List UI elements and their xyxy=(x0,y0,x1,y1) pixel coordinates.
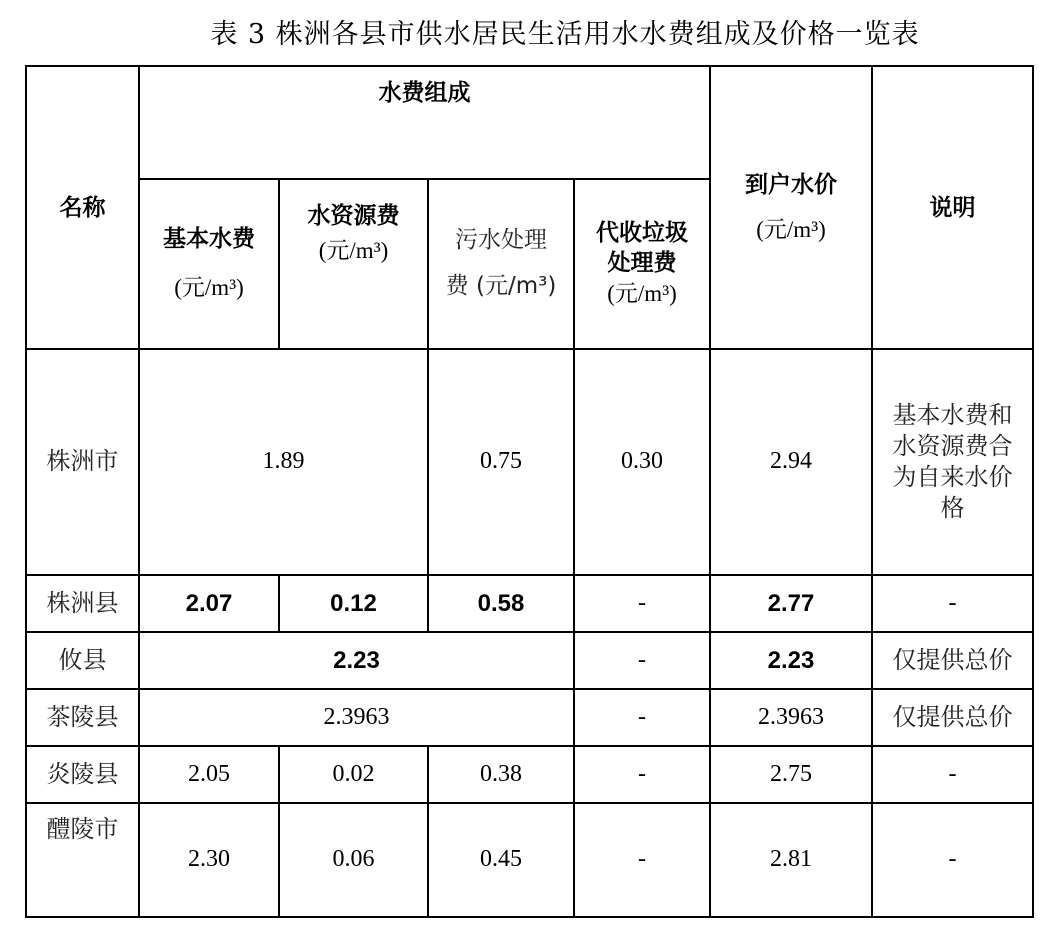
table-row xyxy=(26,575,1033,632)
cell-basic: 2.07 xyxy=(139,575,279,632)
cell-merged: 2.23 xyxy=(139,632,574,689)
header-garbage-fee: 代收垃圾 处理费 (元/m³) xyxy=(574,179,710,349)
row-name: 茶陵县 xyxy=(26,689,139,746)
cell-note: 仅提供总价 xyxy=(872,689,1033,746)
cell-note: - xyxy=(872,575,1033,632)
cell-garbage: - xyxy=(574,632,710,689)
cell-note: - xyxy=(872,803,1033,917)
cell-basic: 2.05 xyxy=(139,746,279,803)
water-fee-table xyxy=(25,65,1034,918)
cell-price: 2.23 xyxy=(710,632,872,689)
header-resource-fee: 水资源费 (元/m³) xyxy=(279,179,428,349)
cell-sewage: 0.45 xyxy=(428,803,574,917)
header-price: 到户水价 (元/m³) xyxy=(710,66,872,349)
cell-price: 2.77 xyxy=(710,575,872,632)
header-note: 说明 xyxy=(872,66,1033,349)
cell-merged: 2.3963 xyxy=(139,689,574,746)
table-row xyxy=(26,803,1033,917)
cell-note: 仅提供总价 xyxy=(872,632,1033,689)
cell-basic: 2.30 xyxy=(139,803,279,917)
row-name: 醴陵市 xyxy=(26,803,139,917)
cell-note: 基本水费和 水资源费合 为自来水价 格 xyxy=(872,349,1033,575)
cell-garbage: - xyxy=(574,803,710,917)
table-row xyxy=(26,689,1033,746)
cell-price: 2.75 xyxy=(710,746,872,803)
cell-note: - xyxy=(872,746,1033,803)
table-row xyxy=(26,746,1033,803)
cell-basic-resource: 1.89 xyxy=(139,349,428,575)
row-name: 株洲县 xyxy=(26,575,139,632)
cell-price: 2.3963 xyxy=(710,689,872,746)
cell-resource: 0.06 xyxy=(279,803,428,917)
cell-sewage: 0.38 xyxy=(428,746,574,803)
cell-garbage: - xyxy=(574,746,710,803)
cell-sewage: 0.75 xyxy=(428,349,574,575)
cell-resource: 0.12 xyxy=(279,575,428,632)
row-name: 炎陵县 xyxy=(26,746,139,803)
table-row xyxy=(26,349,1033,575)
cell-price: 2.94 xyxy=(710,349,872,575)
cell-garbage: 0.30 xyxy=(574,349,710,575)
table-row xyxy=(26,632,1033,689)
header-sewage-fee: 污水处理 费 (元/m³) xyxy=(428,179,574,349)
table-title: 表 3 株洲各县市供水居民生活用水水费组成及价格一览表 xyxy=(210,19,920,50)
cell-sewage: 0.58 xyxy=(428,575,574,632)
header-name: 名称 xyxy=(26,66,139,349)
cell-garbage: - xyxy=(574,689,710,746)
cell-garbage: - xyxy=(574,575,710,632)
header-basic-fee: 基本水费 (元/m³) xyxy=(139,179,279,349)
cell-resource: 0.02 xyxy=(279,746,428,803)
header-composition: 水费组成 xyxy=(139,66,710,179)
cell-price: 2.81 xyxy=(710,803,872,917)
row-name: 株洲市 xyxy=(26,349,139,575)
row-name: 攸县 xyxy=(26,632,139,689)
